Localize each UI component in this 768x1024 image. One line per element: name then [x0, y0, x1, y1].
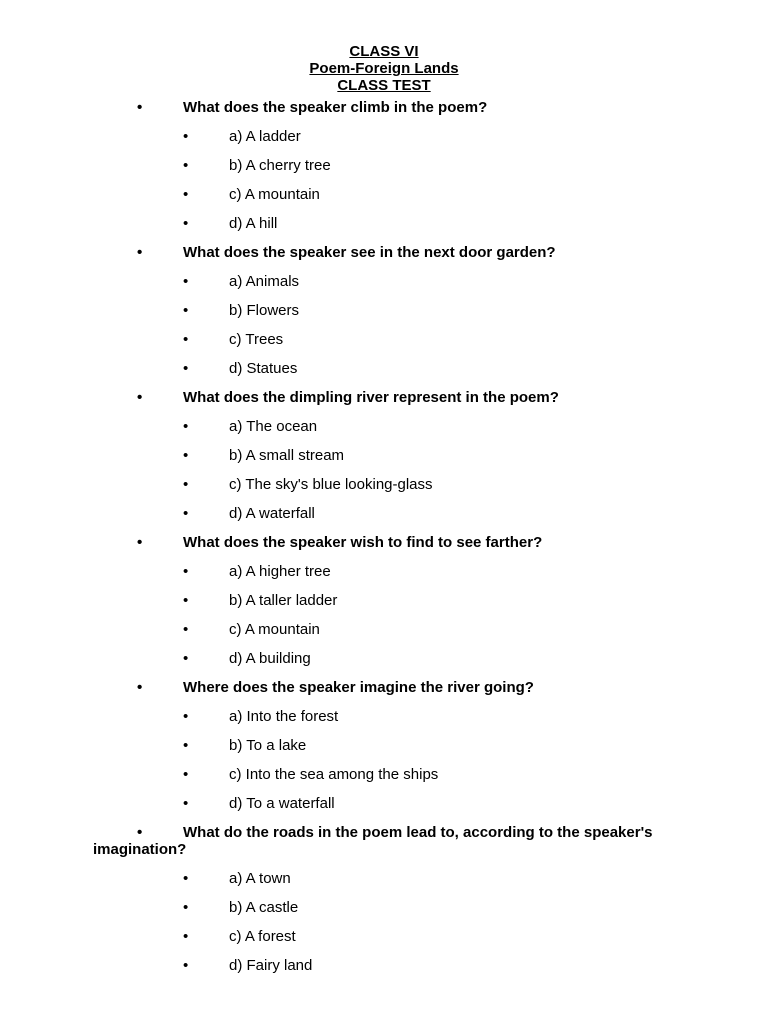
question-text: What does the speaker climb in the poem?: [183, 99, 488, 116]
option-3a: [0, 418, 768, 447]
option-6d: [0, 957, 768, 986]
bullet: •: [137, 244, 143, 261]
option-4b: [0, 592, 768, 621]
bullet: •: [183, 447, 189, 464]
question-text: What does the speaker see in the next door garden?: [183, 244, 556, 261]
option-text: a) Into the forest: [229, 708, 339, 725]
question-5: [0, 679, 768, 708]
bullet: •: [183, 273, 189, 290]
option-text: d) A waterfall: [229, 505, 315, 522]
bullet: •: [183, 957, 189, 974]
bullet: •: [183, 360, 189, 377]
option-2c: [0, 331, 768, 360]
question-3: [0, 389, 768, 418]
option-text: b) To a lake: [229, 737, 307, 754]
option-text: d) Fairy land: [229, 957, 313, 974]
bullet: •: [183, 418, 189, 435]
option-text: b) A cherry tree: [229, 157, 331, 174]
option-text: a) A ladder: [229, 128, 301, 145]
bullet: •: [183, 128, 189, 145]
bullet: •: [137, 679, 143, 696]
option-2d: [0, 360, 768, 389]
question-6: [0, 824, 768, 870]
option-5a: [0, 708, 768, 737]
option-text: a) A town: [229, 870, 291, 887]
bullet: •: [183, 928, 189, 945]
class-title: CLASS VI: [349, 43, 419, 60]
bullet: •: [183, 766, 189, 783]
option-4a: [0, 563, 768, 592]
bullet: •: [183, 621, 189, 638]
option-text: a) Animals: [229, 273, 300, 290]
option-text: d) A building: [229, 650, 311, 667]
bullet: •: [137, 99, 143, 116]
option-5c: [0, 766, 768, 795]
question-4: [0, 534, 768, 563]
test-title: CLASS TEST: [337, 77, 431, 94]
bullet: •: [183, 331, 189, 348]
bullet: •: [183, 215, 189, 232]
option-text: b) A small stream: [229, 447, 345, 464]
document-header: [0, 43, 768, 94]
option-5b: [0, 737, 768, 766]
question-text: What does the dimpling river represent in the poem?: [183, 389, 559, 406]
option-text: c) The sky's blue looking-glass: [229, 476, 433, 493]
option-6c: [0, 928, 768, 957]
option-1c: [0, 186, 768, 215]
bullet: •: [183, 870, 189, 887]
option-3d: [0, 505, 768, 534]
option-1d: [0, 215, 768, 244]
bullet: •: [183, 708, 189, 725]
bullet: •: [183, 650, 189, 667]
bullet: •: [183, 795, 189, 812]
bullet: •: [183, 592, 189, 609]
option-4c: [0, 621, 768, 650]
question-text: What does the speaker wish to find to see farther?: [183, 534, 543, 551]
option-3c: [0, 476, 768, 505]
option-6a: [0, 870, 768, 899]
bullet: •: [137, 389, 143, 406]
question-text: Where does the speaker imagine the river going?: [183, 679, 534, 696]
bullet: •: [183, 505, 189, 522]
option-text: d) Statues: [229, 360, 298, 377]
option-text: a) A higher tree: [229, 563, 331, 580]
option-text: d) A hill: [229, 215, 278, 232]
option-text: b) A taller ladder: [229, 592, 338, 609]
option-text: b) A castle: [229, 899, 299, 916]
question-1: [0, 99, 768, 128]
bullet: •: [183, 302, 189, 319]
poem-title: Poem-Foreign Lands: [309, 60, 459, 77]
question-2: [0, 244, 768, 273]
bullet: •: [183, 737, 189, 754]
option-2b: [0, 302, 768, 331]
option-6b: [0, 899, 768, 928]
option-1a: [0, 128, 768, 157]
option-text: d) To a waterfall: [229, 795, 335, 812]
option-text: c) Trees: [229, 331, 284, 348]
bullet: •: [183, 563, 189, 580]
question-list: [0, 99, 768, 986]
option-text: a) The ocean: [229, 418, 318, 435]
bullet: •: [137, 824, 143, 841]
option-5d: [0, 795, 768, 824]
option-2a: [0, 273, 768, 302]
bullet: •: [183, 157, 189, 174]
bullet: •: [183, 476, 189, 493]
option-text: c) A mountain: [229, 186, 320, 203]
question-text: What do the roads in the poem lead to, according to the speaker's imagination?: [93, 824, 653, 858]
option-text: c) A mountain: [229, 621, 320, 638]
bullet: •: [183, 186, 189, 203]
option-text: b) Flowers: [229, 302, 300, 319]
option-1b: [0, 157, 768, 186]
option-3b: [0, 447, 768, 476]
option-4d: [0, 650, 768, 679]
bullet: •: [137, 534, 143, 551]
bullet: •: [183, 899, 189, 916]
option-text: c) A forest: [229, 928, 296, 945]
option-text: c) Into the sea among the ships: [229, 766, 439, 783]
